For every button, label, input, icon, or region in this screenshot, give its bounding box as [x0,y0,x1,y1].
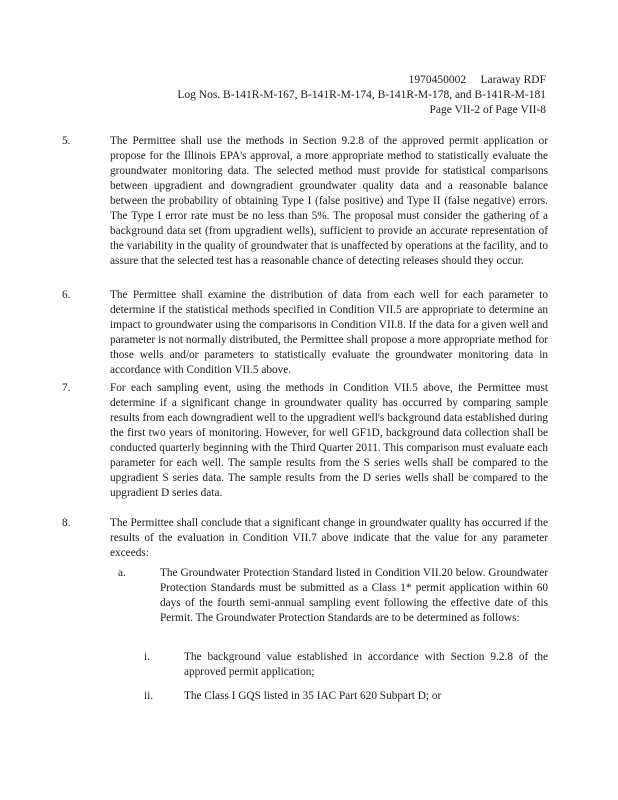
sub-label: a. [118,567,126,579]
subitem-label: i. [144,651,150,663]
condition-8a-i [144,650,548,680]
subitem-label: ii. [144,690,154,702]
condition-6 [62,288,548,378]
sub-text: The Groundwater Protection Standard listed in Condition VII.20 below. Groundwater Protection Standards must be submitted as a Class 1* permit application within 60 days of the fourth semi-annual sampling event following the effective date of this Permit. The Groundwater Protection Standards are to be determined as follows: [160,567,548,624]
condition-7 [62,381,548,501]
condition-8 [62,516,548,561]
condition-number: 8. [62,517,71,529]
condition-5 [62,134,548,269]
log-numbers-line: Log Nos. B-141R-M-167, B-141R-M-174, B-141R-M-178, and B-141R-M-181 [177,89,546,101]
facility-id-line: 1970450002 Laraway RDF [408,74,546,86]
condition-text: The Permittee shall conclude that a significant change in groundwater quality has occurred if the results of the evaluation in Condition VII.7 above indicate that the value for any parameter exceeds: [110,517,548,559]
condition-number: 5. [62,135,71,147]
subitem-text: The background value established in accordance with Section 9.2.8 of the approved permit application; [184,651,548,678]
page-number-line: Page VII-2 of Page VII-8 [429,104,546,116]
condition-8a-ii [144,689,548,704]
subitem-text: The Class I GQS listed in 35 IAC Part 620 Subpart D; or [184,690,442,702]
condition-number: 7. [62,382,71,394]
condition-text: The Permittee shall examine the distribution of data from each well for each parameter to determine if the statistical methods specified in Condition VII.5 are appropriate to determine an impact to groundwater using the comparisons in Condition VII.8. If the data for a given well and parameter is not normally distributed, the Permittee shall propose a more appropriate method for those wells and/or parameters to statistically evaluate the groundwater monitoring data in accordance with Condition VII.5 above. [110,289,548,376]
condition-8a [118,566,548,626]
condition-number: 6. [62,289,71,301]
document-header [177,73,546,118]
condition-text: For each sampling event, using the methods in Condition VII.5 above, the Permittee must determine if a significant change in groundwater quality has occurred by comparing sample results from each downgradient well to the upgradient well's background data established during the first two years of monitoring. However, for well GF1D, background data collection shall be conducted quarterly beginning with the Third Quarter 2011. This comparison must evaluate each parameter for each well. The sample results from the S series wells shall be compared to the upgradient S series data. The sample results from the D series wells shall be compared to the upgradient D series data. [110,382,548,499]
condition-text: The Permittee shall use the methods in Section 9.2.8 of the approved permit application or propose for the Illinois EPA's approval, a more appropriate method to statistically evaluate the groundwater monitoring data. The selected method must provide for statistical comparisons between upgradient and downgradient groundwater quality data and a reasonable balance between the probability of obtaining Type I (false positive) and Type II (false negative) errors. The Type I error rate must be no less than 5%. The proposal must consider the gathering of a background data set (from upgradient wells), sufficient to provide an accurate representation of the variability in the quality of groundwater that is unaffected by operations at the facility, and to assure that the selected test has a reasonable chance of detecting releases should they occur. [110,135,548,267]
